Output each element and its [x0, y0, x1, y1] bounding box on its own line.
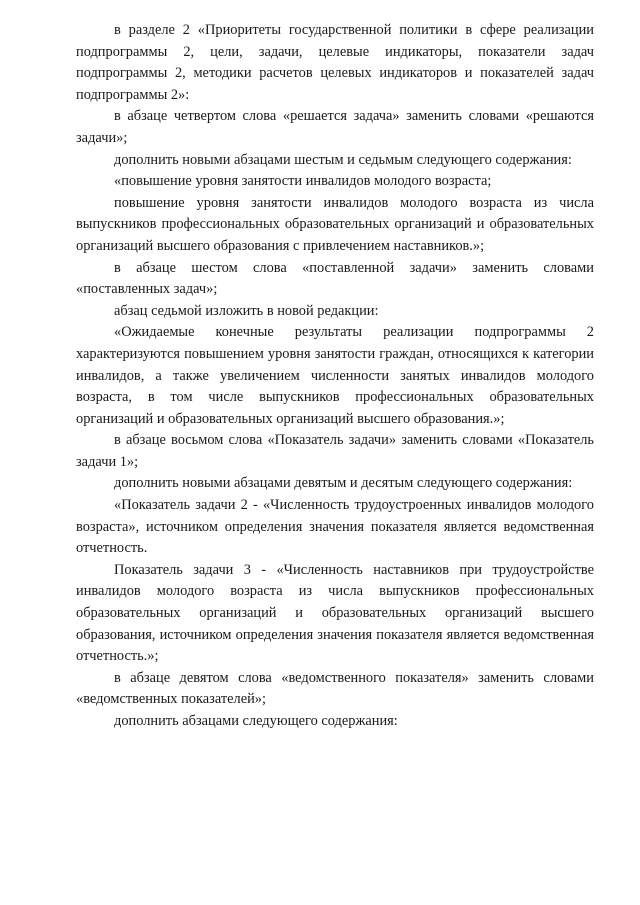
paragraph-quote-mentors: повышение уровня занятости инвалидов молодого возраста из числа выпускников профессиональных образовательных организаций и образовательных организаций высшего образования с привлечением наставников.»;	[76, 194, 594, 254]
paragraph-quote-indicator-3: Показатель задачи 3 - «Численность наставников при трудоустройстве инвалидов молодого возраста из числа выпускников профессиональных образовательных организаций и образовательных организаций высшего образования, источником определения значения показателя является ведомственная отчетность.»;	[76, 561, 594, 665]
paragraph-section-2-intro: в разделе 2 «Приоритеты государственной политики в сфере реализации подпрограммы 2, цели, задачи, целевые индикаторы, показатели задач подпрограммы 2, методики расчетов целевых индикаторов и показателей задач подпрограммы 2»:	[76, 22, 594, 103]
paragraph-quote-employment: «повышение уровня занятости инвалидов молодого возраста;	[114, 173, 492, 190]
paragraph-seventh-new-edition: абзац седьмой изложить в новой редакции:	[114, 302, 379, 319]
paragraph-quote-expected-results: «Ожидаемые конечные результаты реализации подпрограммы 2 характеризуются повышением уровня занятости граждан, относящихся к категории инвалидов, а также увеличением численности занятых инвалидов молодого возраста, в том числе выпускников профессиональных образовательных организаций и образовательных организаций высшего образования.»;	[76, 324, 594, 427]
paragraph-add-ninth-tenth: дополнить новыми абзацами девятым и десятым следующего содержания:	[114, 475, 573, 492]
document-page	[76, 20, 594, 733]
paragraph-add-following: дополнить абзацами следующего содержания:	[114, 713, 398, 729]
paragraph-amend-sixth: в абзаце шестом слова «поставленной задачи» заменить словами «поставленных задач»;	[76, 259, 594, 298]
paragraph-add-sixth-seventh: дополнить новыми абзацами шестым и седьмым следующего содержания:	[114, 151, 572, 168]
paragraph-amend-ninth: в абзаце девятом слова «ведомственного показателя» заменить словами «ведомственных показателей»;	[76, 669, 594, 708]
paragraph-quote-indicator-2: «Показатель задачи 2 - «Численность трудоустроенных инвалидов молодого возраста», источником определения значения показателя является ведомственная отчетность.	[76, 497, 594, 557]
paragraph-amend-fourth: в абзаце четвертом слова «решается задача» заменить словами «решаются задачи»;	[76, 108, 594, 146]
paragraph-amend-eighth: в абзаце восьмом слова «Показатель задачи» заменить словами «Показатель задачи 1»;	[76, 432, 594, 470]
